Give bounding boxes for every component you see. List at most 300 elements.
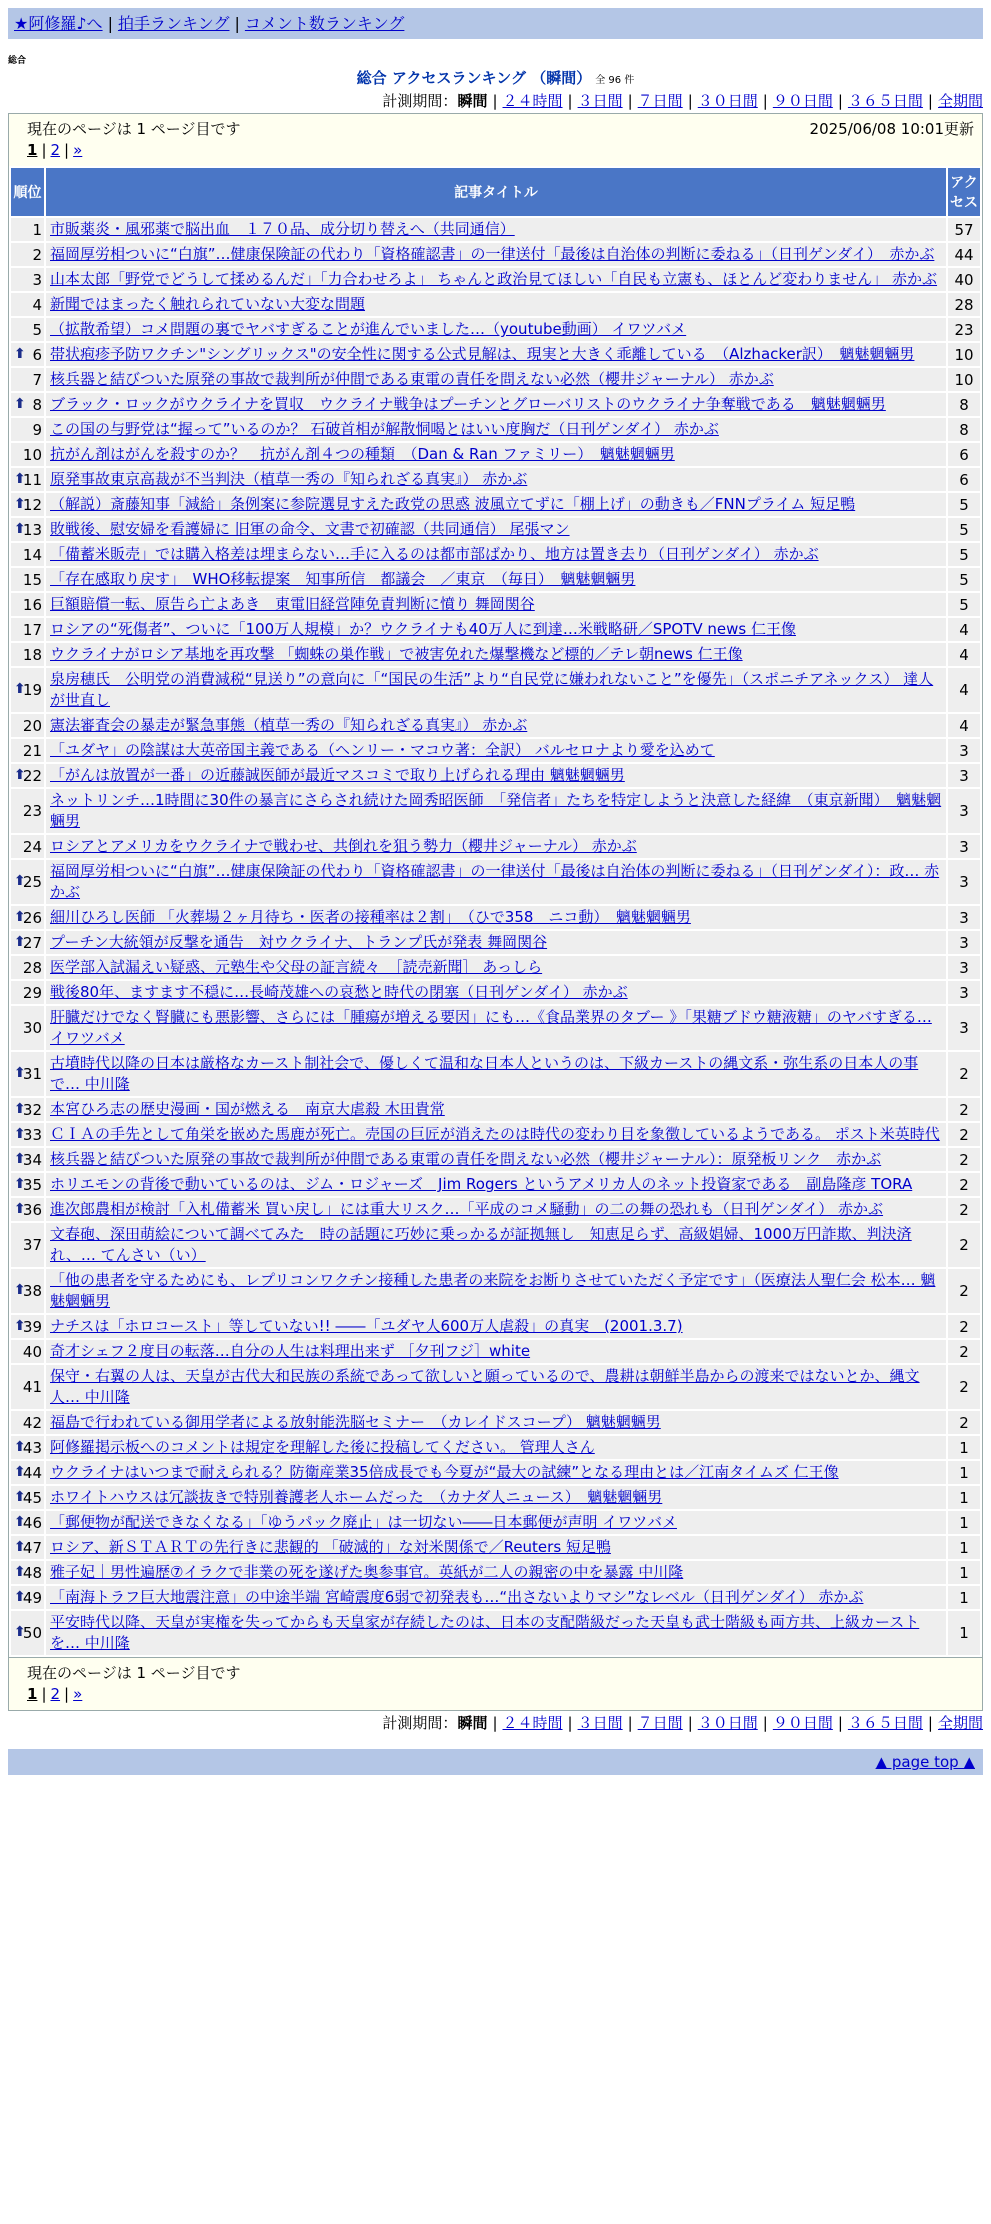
rank-cell [11, 981, 44, 1004]
table-row [11, 518, 980, 541]
period-separator: | [837, 1714, 843, 1732]
title-cell [46, 1098, 946, 1121]
rank-number: 29 [22, 983, 42, 1002]
rank-number: 39 [22, 1317, 42, 1336]
rank-number: 15 [22, 570, 42, 589]
item-count: 全 96 件 [595, 75, 635, 86]
table-row [11, 1198, 980, 1221]
rank-cell [11, 468, 44, 491]
access-count: 6 [948, 468, 980, 491]
table-row [11, 1365, 980, 1409]
rank-cell [11, 906, 44, 929]
access-count: 3 [948, 739, 980, 762]
article-title-link[interactable]: 雅子妃｜男性遍歴⑦イラクで非業の死を遂げた奥参事官。英紙が二人の親密の中を暴露 中川隆 [50, 1563, 684, 1581]
article-title-link[interactable]: 「南海トラフ巨大地震注意」の中途半端 宮崎震度6弱で初発表も…“出さないよりマシ”なレベル（日刊ゲンダイ） 赤かぶ [50, 1588, 864, 1606]
table-row [11, 1486, 980, 1509]
title-cell [46, 1411, 946, 1434]
title-cell [46, 1315, 946, 1338]
access-count: 23 [948, 318, 980, 341]
rank-cell [11, 1586, 44, 1609]
rank-number: 4 [32, 295, 42, 314]
article-title-link[interactable]: ホリエモンの背後で動いているのは、ジム・ロジャーズ Jim Rogers というアメリカ人のネット投資家である 副島隆彦 TORA [50, 1175, 913, 1193]
title-cell [46, 1365, 946, 1409]
nav-separator: | [107, 14, 113, 33]
article-title-link[interactable]: 「存在感取り戻す」 WHO移転提案 知事所信 都議会 ／東京 （毎日） 魑魅魍魎男 [50, 570, 636, 588]
rank-cell [11, 443, 44, 466]
rank-cell [11, 1611, 44, 1655]
rank-number: 5 [32, 320, 42, 339]
pager-next-link[interactable]: » [73, 1685, 83, 1703]
pager-page-link[interactable]: 2 [50, 1685, 61, 1703]
rank-number: 46 [22, 1513, 42, 1532]
rank-number: 32 [22, 1100, 42, 1119]
article-title-link[interactable]: 核兵器と結びついた原発の事故で裁判所が仲間である東電の責任を問えない必然（櫻井ジャーナル）：原発板リンク 赤かぶ [50, 1150, 882, 1168]
article-title-link[interactable]: 憲法審査会の暴走が緊急事態（植草一秀の『知られざる真実』） 赤かぶ [50, 716, 528, 734]
table-row [11, 1269, 980, 1313]
access-count: 40 [948, 268, 980, 291]
access-count: 10 [948, 343, 980, 366]
article-title-link[interactable]: 本宮ひろ志の歴史漫画・国が燃える 南京大虐殺 木田貴常 [50, 1100, 445, 1118]
article-title-link[interactable]: 「他の患者を守るためにも、レプリコンワクチン接種した患者の来院をお断りさせていただく予定です」（医療法人聖仁会 松本… 魑魅魍魎男 [50, 1271, 936, 1310]
table-row [11, 981, 980, 1004]
period-current: 瞬間 [457, 1714, 488, 1732]
rank-number: 2 [32, 245, 42, 264]
rank-cell [11, 493, 44, 516]
access-count: 3 [948, 906, 980, 929]
article-title-link[interactable]: プーチン大統領が反撃を通告 対ウクライナ、トランプ氏が発表 舞岡関谷 [50, 933, 548, 951]
period-label: 計測期間： [382, 92, 458, 110]
access-count: 5 [948, 518, 980, 541]
rank-column-header: 順位 [11, 168, 44, 216]
nav-separator: | [234, 14, 240, 33]
rank-up-arrow-icon: ⬆ [14, 873, 26, 889]
rank-cell [11, 1052, 44, 1096]
pager-bottom [27, 1685, 82, 1703]
access-count: 1 [948, 1436, 980, 1459]
title-cell [46, 1269, 946, 1313]
table-row [11, 931, 980, 954]
access-count: 2 [948, 1148, 980, 1171]
access-count: 2 [948, 1173, 980, 1196]
rank-number: 49 [22, 1588, 42, 1607]
article-title-link[interactable]: 阿修羅掲示板へのコメントは規定を理解した後に投稿してください。 管理人さん [50, 1438, 595, 1456]
article-title-link[interactable]: ネットリンチ…1時間に30件の暴言にさらされ続けた岡秀昭医師 「発信者」たちを特定しようと決意した経緯 （東京新聞） 魑魅魍魎男 [50, 791, 942, 830]
period-link-0[interactable]: ２４時間 [502, 1714, 563, 1732]
rank-number: 1 [32, 220, 42, 239]
rank-up-arrow-icon: ⬆ [14, 1100, 26, 1117]
access-count: 3 [948, 956, 980, 979]
ranking-table [9, 166, 982, 1657]
rank-up-arrow-icon: ⬆ [14, 1463, 26, 1480]
article-title-link[interactable]: 「がんは放置が一番」の近藤誠医師が最近マスコミで取り上げられる理由 魑魅魍魎男 [50, 766, 625, 784]
title-cell [46, 568, 946, 591]
table-header-row [11, 168, 980, 216]
ranking-title-row [0, 67, 991, 89]
rank-number: 19 [22, 681, 42, 699]
article-title-link[interactable]: ロシアの“死傷者”、ついに「100万人規模」か？ウクライナも40万人に到達…米戦略研／SPOTV news 仁王像 [50, 620, 796, 638]
period-link-2[interactable]: ７日間 [637, 92, 683, 110]
rank-number: 44 [22, 1463, 42, 1482]
ranking-table-body [11, 218, 980, 1655]
table-row [11, 1098, 980, 1121]
title-cell [46, 293, 946, 316]
access-count: 2 [948, 1198, 980, 1221]
access-count: 2 [948, 1223, 980, 1267]
title-cell [46, 1461, 946, 1484]
rank-up-arrow-icon: ⬆ [14, 1175, 26, 1192]
title-cell [46, 1198, 946, 1221]
page-info-bar-bottom [9, 1658, 982, 1710]
title-cell [46, 418, 946, 441]
title-cell [46, 243, 946, 266]
table-row [11, 368, 980, 391]
period-separator: | [492, 92, 498, 110]
title-cell [46, 343, 946, 366]
rank-number: 43 [22, 1438, 42, 1457]
rank-number: 42 [22, 1413, 42, 1432]
table-row [11, 593, 980, 616]
title-cell [46, 218, 946, 241]
rank-up-arrow-icon: ⬆ [14, 345, 26, 362]
rank-cell [11, 1411, 44, 1434]
period-link-5[interactable]: ３６５日間 [847, 1714, 923, 1732]
article-title-link[interactable]: 細川ひろし医師 「火葬場２ヶ月待ち・医者の接種率は２割」 （ひで358 ニコ動） 魑魅魍魎男 [50, 908, 691, 926]
title-cell [46, 956, 946, 979]
table-row [11, 739, 980, 762]
rank-cell [11, 835, 44, 858]
title-cell [46, 981, 946, 1004]
rank-up-arrow-icon: ⬆ [14, 681, 26, 697]
access-count: 1 [948, 1511, 980, 1534]
table-row [11, 243, 980, 266]
title-cell [46, 468, 946, 491]
article-title-link[interactable]: 「ユダヤ」の陰謀は大英帝国主義である（ヘンリー・マコウ著：全訳） バルセロナより愛を込めて [50, 741, 715, 759]
rank-number: 17 [22, 620, 42, 639]
rank-number: 14 [22, 545, 42, 564]
rank-cell [11, 593, 44, 616]
table-row [11, 1340, 980, 1363]
rank-number: 31 [22, 1065, 42, 1083]
period-link-2[interactable]: ７日間 [637, 1714, 683, 1732]
access-count: 2 [948, 1098, 980, 1121]
rank-up-arrow-icon: ⬆ [14, 395, 26, 412]
article-title-link[interactable]: 新聞ではまったく触れられていない大変な問題 [50, 295, 366, 313]
rank-cell [11, 518, 44, 541]
table-row [11, 393, 980, 416]
title-cell [46, 789, 946, 833]
article-title-link[interactable]: 奇才シェフ２度目の転落…自分の人生は料理出来ず ［夕刊フジ］white [50, 1342, 531, 1360]
current-page-text: 現在のページは 1 ページ目です [27, 1664, 241, 1682]
table-row [11, 668, 980, 712]
rank-cell [11, 789, 44, 833]
top-navigation-bar [8, 8, 983, 39]
rank-cell [11, 1536, 44, 1559]
rank-number: 23 [22, 802, 42, 820]
period-separator: | [627, 1714, 633, 1732]
title-cell [46, 668, 946, 712]
rank-number: 40 [22, 1342, 42, 1361]
article-title-link[interactable]: 核兵器と結びついた原発の事故で裁判所が仲間である東電の責任を問えない必然（櫻井ジャーナル） 赤かぶ [50, 370, 774, 388]
article-title-link[interactable]: 平安時代以降、天皇が実権を失ってからも天皇家が存続したのは、日本の支配階級だった天皇も武士階級も両方共、上級カーストを… 中川隆 [50, 1613, 920, 1652]
rank-cell [11, 293, 44, 316]
title-cell [46, 739, 946, 762]
pager-separator: | [64, 141, 70, 159]
period-link-0[interactable]: ２４時間 [502, 92, 563, 110]
rank-cell [11, 1561, 44, 1584]
comment-ranking-link[interactable]: コメント数ランキング [244, 14, 405, 33]
access-count: 4 [948, 618, 980, 641]
access-count: 1 [948, 1486, 980, 1509]
rank-up-arrow-icon: ⬆ [14, 1563, 26, 1580]
article-title-link[interactable]: 福島で行われている御用学者による放射能洗脳セミナー （カレイドスコープ） 魑魅魍魎男 [50, 1413, 661, 1431]
title-cell [46, 1561, 946, 1584]
rank-number: 13 [22, 520, 42, 539]
access-count: 8 [948, 418, 980, 441]
table-row [11, 543, 980, 566]
period-selector-top [0, 89, 991, 113]
clap-ranking-link[interactable]: 拍手ランキング [117, 14, 230, 33]
rank-up-arrow-icon: ⬆ [14, 1065, 26, 1081]
rank-cell [11, 739, 44, 762]
article-title-link[interactable]: 山本太郎「野党でどうして揉めるんだ」「力合わせろよ」 ちゃんと政治見てほしい「自民も立憲も、ほとんど変わりません」 赤かぶ [50, 270, 938, 288]
rank-cell [11, 764, 44, 787]
rank-cell [11, 543, 44, 566]
rank-number: 20 [22, 716, 42, 735]
title-cell [46, 318, 946, 341]
title-cell [46, 1173, 946, 1196]
article-title-link[interactable]: ロシア、新ＳＴＡＲＴの先行きに悲観的 「破滅的」な対米関係で／Reuters 短足鴨 [50, 1538, 611, 1556]
article-title-link[interactable]: 福岡厚労相ついに“白旗”…健康保険証の代わり「資格確認書」の一律送付「最後は自治体の判断に委ねる」（日刊ゲンダイ） 赤かぶ [50, 245, 935, 263]
title-cell [46, 443, 946, 466]
title-cell [46, 1586, 946, 1609]
pager-page-link[interactable]: 2 [50, 141, 61, 159]
period-separator: | [927, 1714, 933, 1732]
rank-cell [11, 931, 44, 954]
rank-number: 18 [22, 645, 42, 664]
title-cell [46, 368, 946, 391]
article-title-link[interactable]: ウクライナがロシア基地を再攻撃 「蜘蛛の巣作戦」で被害免れた爆撃機など標的／テレ朝news 仁王像 [50, 645, 743, 663]
page-top-link[interactable]: ▲ page top ▲ [875, 1753, 975, 1771]
rank-number: 6 [32, 345, 42, 364]
rank-cell [11, 268, 44, 291]
pager-separator: | [41, 141, 47, 159]
article-title-link[interactable]: 肝臓だけでなく腎臓にも悪影響、さらには「腫瘍が増える要因」にも…《食品業界のタブー 》「果糖ブドウ糖液糖」のヤバすぎる… イワツバメ [50, 1008, 932, 1047]
article-title-link[interactable]: 戦後80年、ますます不穏に…長崎茂雄への哀愁と時代の閉塞（日刊ゲンダイ） 赤かぶ [50, 983, 628, 1001]
article-title-link[interactable]: ナチスは「ホロコースト」等していない!! ――「ユダヤ人600万人虐殺」の真実 (2001.3.7) [50, 1317, 683, 1335]
rank-number: 34 [22, 1150, 42, 1169]
table-row [11, 1611, 980, 1655]
title-cell [46, 1340, 946, 1363]
title-cell [46, 1052, 946, 1096]
table-row [11, 268, 980, 291]
ranking-frame [8, 113, 983, 1658]
access-count: 2 [948, 1340, 980, 1363]
rank-cell [11, 1148, 44, 1171]
period-current: 瞬間 [457, 92, 488, 110]
period-separator: | [567, 92, 573, 110]
table-row [11, 1461, 980, 1484]
ranking-frame-bottom [8, 1658, 983, 1711]
access-count: 44 [948, 243, 980, 266]
title-column-header: 記事タイトル [46, 168, 946, 216]
period-separator: | [687, 1714, 693, 1732]
access-count: 5 [948, 493, 980, 516]
table-row [11, 643, 980, 666]
rank-number: 33 [22, 1125, 42, 1144]
rank-cell [11, 393, 44, 416]
article-title-link[interactable]: ブラック・ロックがウクライナを買収 ウクライナ戦争はプーチンとグローバリストのウクライナ争奪戦である 魑魅魍魎男 [50, 395, 886, 413]
table-row [11, 418, 980, 441]
table-row [11, 1436, 980, 1459]
article-title-link[interactable]: 保守・右翼の人は、天皇が古代大和民族の系統であって欲しいと願っているので、農耕は朝鮮半島からの渡来ではないとか、縄文人… 中川隆 [50, 1367, 920, 1406]
article-title-link[interactable]: 泉房穂氏 公明党の消費減税“見送り”の意向に「“国民の生活”より“自民党に嫌われないこと”を優先」（スポニチアネックス） 達人が世直し [50, 670, 934, 709]
article-title-link[interactable]: 「備蓄米販売」では購入格差は埋まらない…手に入るのは都市部ばかり、地方は置き去り（日刊ゲンダイ） 赤かぶ [50, 545, 819, 563]
period-separator: | [762, 92, 768, 110]
period-link-3[interactable]: ３０日間 [697, 92, 758, 110]
title-cell [46, 518, 946, 541]
period-link-5[interactable]: ３６５日間 [847, 92, 923, 110]
period-link-4[interactable]: ９０日間 [772, 1714, 833, 1732]
rank-cell [11, 1511, 44, 1534]
access-count: 6 [948, 443, 980, 466]
period-separator: | [762, 1714, 768, 1732]
article-title-link[interactable]: 帯状疱疹予防ワクチン"シングリックス"の安全性に関する公式見解は、現実と大きく乖離している （Alzhacker訳） 魑魅魍魎男 [50, 345, 915, 363]
article-title-link[interactable]: 抗がん剤はがんを殺すのか？ 抗がん剤４つの種類 （Dan & Ran ファミリー） 魑魅魍魎男 [50, 445, 675, 463]
article-title-link[interactable]: 進次郎農相が検討「入札備蓄米 買い戻し」には重大リスク…「平成のコメ騒動」の二の舞の恐れも（日刊ゲンダイ） 赤かぶ [50, 1200, 884, 1218]
article-title-link[interactable]: 福岡厚労相ついに“白旗”…健康保険証の代わり「資格確認書」の一律送付「最後は自治体の判断に委ねる」（日刊ゲンダイ）：政… 赤かぶ [50, 862, 940, 901]
table-row [11, 906, 980, 929]
rank-up-arrow-icon: ⬆ [14, 470, 26, 487]
article-title-link[interactable]: ホワイトハウスは冗談抜きで特別養護老人ホームだった （カナダ人ニュース） 魑魅魍魎男 [50, 1488, 663, 1506]
article-title-link[interactable]: この国の与野党は“握って”いるのか？ 石破首相が解散恫喝とはいい度胸だ（日刊ゲンダイ） 赤かぶ [50, 420, 719, 438]
article-title-link[interactable]: 巨額賠償一転、原告ら亡よあき 東電旧経営陣免責判断に憤り 舞岡関谷 [50, 595, 535, 613]
period-link-6[interactable]: 全期間 [937, 92, 983, 110]
access-count: 2 [948, 1411, 980, 1434]
rank-up-arrow-icon: ⬆ [14, 1125, 26, 1142]
rank-number: 3 [32, 270, 42, 289]
access-count: 1 [948, 1461, 980, 1484]
access-count: 3 [948, 860, 980, 904]
rank-up-arrow-icon: ⬆ [14, 1624, 26, 1640]
pager-separator: | [41, 1685, 47, 1703]
rank-cell [11, 368, 44, 391]
table-row [11, 1052, 980, 1096]
rank-up-arrow-icon: ⬆ [14, 1513, 26, 1530]
article-title-link[interactable]: ロシアとアメリカをウクライナで戦わせ、共倒れを狙う勢力（櫻井ジャーナル） 赤かぶ [50, 837, 637, 855]
article-title-link[interactable]: （拡散希望）コメ問題の裏でヤバすぎることが進んでいました…（youtube動画） イワツバメ [50, 320, 687, 338]
title-cell [46, 543, 946, 566]
rank-up-arrow-icon: ⬆ [14, 1282, 26, 1298]
access-count: 4 [948, 643, 980, 666]
table-row [11, 1561, 980, 1584]
pager-next-link[interactable]: » [73, 141, 83, 159]
access-count: 3 [948, 931, 980, 954]
title-cell [46, 835, 946, 858]
title-cell [46, 906, 946, 929]
access-count: 3 [948, 835, 980, 858]
period-separator: | [567, 1714, 573, 1732]
access-column-header: アクセス [948, 168, 980, 216]
table-row [11, 1315, 980, 1338]
rank-number: 38 [22, 1282, 42, 1300]
period-link-4[interactable]: ９０日間 [772, 92, 833, 110]
table-row [11, 1586, 980, 1609]
rank-up-arrow-icon: ⬆ [14, 495, 26, 512]
table-row [11, 493, 980, 516]
rank-number: 48 [22, 1563, 42, 1582]
rank-up-arrow-icon: ⬆ [14, 1488, 26, 1505]
title-cell [46, 393, 946, 416]
article-title-link[interactable]: 医学部入試漏えい疑惑、元塾生や父母の証言続々 ［読売新聞］ あっしら [50, 958, 543, 976]
access-count: 2 [948, 1123, 980, 1146]
access-count: 8 [948, 393, 980, 416]
access-count: 1 [948, 1586, 980, 1609]
access-count: 3 [948, 1006, 980, 1050]
article-title-link[interactable]: ウクライナはいつまで耐えられる？防衛産業35倍成長でも今夏が“最大の試練”となる理由とは／江南タイムズ 仁王像 [50, 1463, 839, 1481]
access-count: 5 [948, 593, 980, 616]
access-count: 28 [948, 293, 980, 316]
article-title-link[interactable]: 文春砲、深田萌絵について調べてみた 時の話題に巧妙に乗っかるが証拠無し 知恵足らず、高級娼婦、1000万円詐欺、判決済れ、… てんさい（い） [50, 1225, 912, 1264]
access-count: 2 [948, 1365, 980, 1409]
rank-cell [11, 1486, 44, 1509]
period-link-3[interactable]: ３０日間 [697, 1714, 758, 1732]
period-link-1[interactable]: ３日間 [577, 92, 623, 110]
table-row [11, 1223, 980, 1267]
article-title-link[interactable]: （解説）斎藤知事「減給」条例案に参院選見すえた政党の思惑 波風立てずに「棚上げ」の動きも／FNNプライム 短足鴨 [50, 495, 856, 513]
rank-up-arrow-icon: ⬆ [14, 933, 26, 950]
article-title-link[interactable]: 「郵便物が配送できなくなる」「ゆうパック廃止」は一切ない――日本郵便が声明 イワツバメ [50, 1513, 677, 1531]
rank-up-arrow-icon: ⬆ [14, 520, 26, 537]
period-separator: | [687, 92, 693, 110]
period-link-1[interactable]: ３日間 [577, 1714, 623, 1732]
rank-number: 26 [22, 908, 42, 927]
rank-number: 9 [32, 420, 42, 439]
rank-number: 30 [22, 1019, 42, 1037]
article-title-link[interactable]: 敗戦後、慰安婦を看護婦に 旧軍の命令、文書で初確認（共同通信） 尾張マン [50, 520, 570, 538]
period-link-6[interactable]: 全期間 [937, 1714, 983, 1732]
access-count: 2 [948, 1052, 980, 1096]
access-count: 2 [948, 1315, 980, 1338]
article-title-link[interactable]: 市販薬炎・風邪薬で脳出血 １７０品、成分切り替えへ（共同通信） [50, 220, 515, 238]
table-row [11, 568, 980, 591]
rank-cell [11, 418, 44, 441]
rank-number: 7 [32, 370, 42, 389]
rank-cell [11, 568, 44, 591]
page-info-bar-top [9, 114, 982, 166]
access-count: 10 [948, 368, 980, 391]
rank-cell [11, 860, 44, 904]
rank-up-arrow-icon: ⬆ [14, 1588, 26, 1605]
rank-number: 25 [22, 873, 42, 891]
rank-up-arrow-icon: ⬆ [14, 1200, 26, 1217]
period-separator: | [492, 1714, 498, 1732]
rank-up-arrow-icon: ⬆ [14, 1150, 26, 1167]
title-cell [46, 1536, 946, 1559]
period-separator: | [627, 92, 633, 110]
article-title-link[interactable]: 古墳時代以降の日本は厳格なカースト制社会で、優しくて温和な日本人というのは、下級カーストの縄文系・弥生系の日本人の事で… 中川隆 [50, 1054, 919, 1093]
home-link[interactable]: ★阿修羅♪へ [14, 14, 103, 33]
rank-up-arrow-icon: ⬆ [14, 1438, 26, 1455]
rank-cell [11, 1436, 44, 1459]
article-title-link[interactable]: ＣＩＡの手先として角栄を嵌めた馬鹿が死亡。売国の巨匠が消えたのは時代の変わり目を象徴しているようである。 ポスト米英時代 [50, 1125, 940, 1143]
pager-separator: | [64, 1685, 70, 1703]
title-cell [46, 493, 946, 516]
table-row [11, 618, 980, 641]
article-title-link[interactable]: 原発事故東京高裁が不当判決（植草一秀の『知られざる真実』） 赤かぶ [50, 470, 528, 488]
period-separator: | [837, 92, 843, 110]
title-cell [46, 1148, 946, 1171]
rank-number: 27 [22, 933, 42, 952]
